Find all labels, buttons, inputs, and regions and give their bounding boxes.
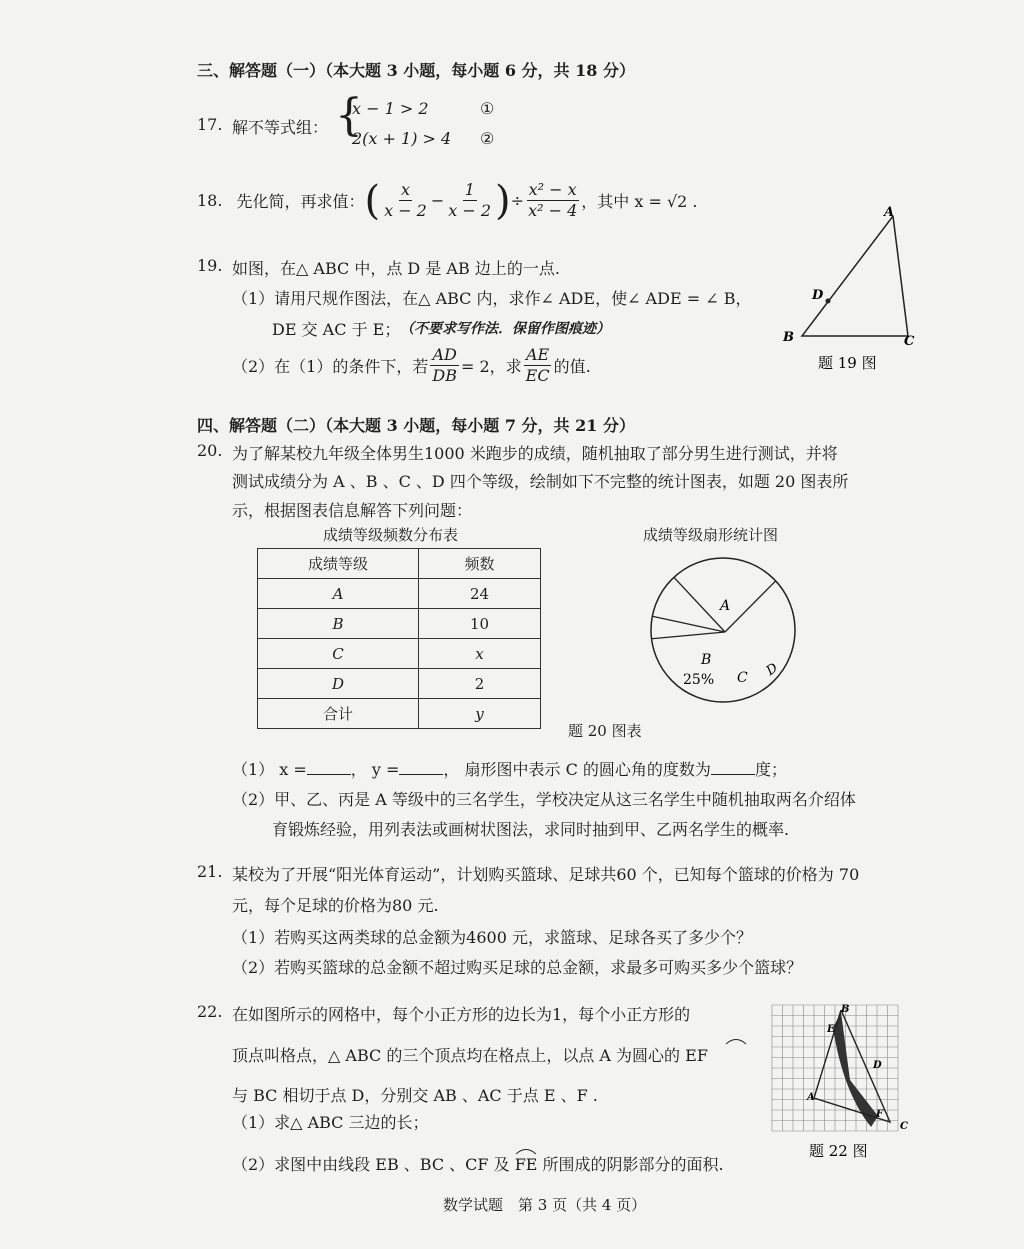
q19-ratio-ad-db: $\frac{AD}{DB}$ [432,345,457,385]
table-header-row [258,549,541,579]
q22-part-2: （2）求图中由线段 EB 、BC 、CF 及 FE 所围成的阴影部分的面积. [232,1155,724,1174]
q19-hint: （不要求写作法．保留作图痕迹） [400,321,610,337]
q20-line-1: 为了解某校九年级全体男生1000 米跑步的成绩，随机抽取了部分男生进行测试，并将 [232,444,838,463]
q19-part-1-line-1: （1）请用尺规作图法，在△ ABC 内，求作∠ ADE，使∠ ADE = ∠ B， [232,289,752,308]
pie-slices [651,558,795,702]
q17-inequality-2: 2(x + 1) > 4 [352,129,452,148]
q20-number: 20. [197,441,223,460]
table-row [258,669,541,699]
q20-frequency-table [257,548,541,729]
q19-part-2 [232,345,591,386]
q22-grid-figure [765,1000,915,1170]
q21-part-1: （1）若购买这两类球的总金额为4600 元，求篮球、足球各买了多少个？ [232,928,752,947]
pie-label-B: B [701,652,712,668]
q22-number: 22. [197,1002,223,1021]
arc-mark-icon [724,1037,748,1045]
question-18 [197,177,698,224]
table-cell: 10 [419,609,541,639]
q20-table-title: 成绩等级频数分布表 [323,526,459,544]
table-row [258,699,541,729]
table-cell: A [258,579,419,609]
pie-label-D: D [763,660,781,679]
table-cell: B [258,609,419,639]
q20-pie-title: 成绩等级扇形统计图 [643,526,779,544]
q17-mark-2: ② [480,129,495,148]
pie-label-B-percent: 25% [683,672,715,688]
q20-answer-2-line-2: 育锻炼经验，用列表法或画树状图法，求同时抽到甲、乙两名学生的概率. [272,820,790,839]
pie-label-C: C [737,670,748,686]
q19-triangle-figure [770,195,930,380]
table-cell: C [258,639,419,669]
pie-label-A: A [720,598,731,614]
table-header-cell: 频数 [419,549,541,579]
q18-tail: ，其中 x = √2 . [581,192,698,211]
q19-label-B: B [783,330,794,345]
q22-label-E: E [827,1024,835,1035]
q22-label-B: B [841,1004,850,1015]
blank-x[interactable] [307,760,351,775]
pie-slice-D [652,616,725,632]
q17-number: 17. [197,115,223,134]
table-cell: 合计 [258,699,419,729]
q20-answer-1-y: ， y = [350,760,400,779]
q19-part-2-middle: = 2，求 [460,357,522,376]
table-cell: y [419,699,541,729]
q18-left-paren: ( [364,177,381,224]
q20-answer-1-angle: ， 扇形图中表示 C 的圆心角的度数为 [443,760,711,779]
table-row [258,579,541,609]
q20-line-3: 示，根据图表信息解答下列问题： [232,501,473,520]
q22-label-F: F [876,1109,884,1120]
q20-answer-1-x: （1） x = [232,760,307,779]
pie-slice-A [652,632,725,639]
q18-fraction-3: $\frac{\text{x² − x}}{\text{x² − 4}}$ [528,180,578,220]
q17-brace: { [335,90,363,141]
table-row [258,639,541,669]
section-4-title: 四、解答题（二）（本大题 3 小题，每小题 7 分，共 21 分） [197,416,635,435]
blank-y[interactable] [399,760,443,775]
pie-slice-C [674,577,725,632]
q19-label-D: D [812,288,824,303]
q21-part-2: （2）若购买篮球的总金额不超过购买足球的总金额，求最多可购买多少个篮球？ [232,958,803,977]
q22-caption: 题 22 图 [809,1142,868,1160]
q18-fraction-2: $\frac{1}{x - 2}$ [448,180,492,220]
q18-number: 18. [197,191,223,210]
q20-pie-chart [645,552,805,712]
q22-label-C: C [900,1121,908,1132]
table-cell: 2 [419,669,541,699]
arc-mark-icon [514,1147,538,1155]
q22-part-1: （1）求△ ABC 三边的长； [232,1113,429,1132]
q18-right-paren: ) [495,177,511,224]
q19-part-2-suffix: 的值. [553,357,591,376]
q18-minus: − [430,191,445,210]
q22-line-3: 与 BC 相切于点 D，分别交 AB 、AC 于点 E 、F . [232,1086,598,1105]
table-header-cell: 成绩等级 [258,549,419,579]
q19-number: 19. [197,256,223,275]
q20-answer-1-suffix: 度； [754,760,787,779]
table-row [258,609,541,639]
q22-label-A: A [807,1092,815,1103]
q19-stem: 如图，在△ ABC 中，点 D 是 AB 边上的一点. [232,259,560,278]
q20-line-2: 测试成绩分为 A 、B 、C 、D 四个等级，绘制如下不完整的统计图表，如题 20 图表所 [232,472,849,491]
q21-line-2: 元，每个足球的价格为80 元. [232,896,439,915]
q17-inequality-1: x − 1 > 2 [352,99,429,118]
q21-line-1: 某校为了开展“阳光体育运动”，计划购买篮球、足球共60 个，已知每个篮球的价格为 70 [232,865,860,884]
page-footer: 数学试题 第 3 页（共 4 页） [443,1196,647,1214]
q18-prompt: 先化简，再求值： [236,192,365,211]
q21-number: 21. [197,862,223,881]
q18-divide: ÷ [510,191,525,210]
q19-caption: 题 19 图 [818,354,877,372]
q18-fraction-1: $\frac{x}{x - 2}$ [384,180,427,220]
q20-answer-2-line-1: （2）甲、乙、丙是 A 等级中的三名学生，学校决定从这三名学生中随机抽取两名介绍体 [232,790,856,809]
q19-label-A: A [884,205,895,220]
q20-answer-1 [232,757,787,780]
q22-line-1: 在如图所示的网格中，每个小正方形的边长为1，每个小正方形的 [232,1005,691,1024]
blank-angle[interactable] [711,760,755,775]
q19-label-C: C [904,334,915,349]
q22-label-D: D [873,1060,882,1071]
table-cell: 24 [419,579,541,609]
q17-mark-1: ① [480,99,495,118]
q19-ratio-ae-ec: $\frac{AE}{EC}$ [525,345,550,385]
table-cell: x [419,639,541,669]
q19-part-1-line-2: DE 交 AC 于 E； [272,320,401,339]
q20-caption: 题 20 图表 [568,722,642,740]
section-3-title: 三、解答题（一）（本大题 3 小题，每小题 6 分，共 18 分） [197,61,635,80]
q17-prompt: 解不等式组： [232,118,329,137]
q19-part-2-prefix: （2）在（1）的条件下，若 [232,357,429,376]
pie-slice-B [725,581,776,632]
table-cell: D [258,669,419,699]
q22-line-2: 顶点叫格点，△ ABC 的三个顶点均在格点上，以点 A 为圆心的 EF [232,1046,708,1065]
